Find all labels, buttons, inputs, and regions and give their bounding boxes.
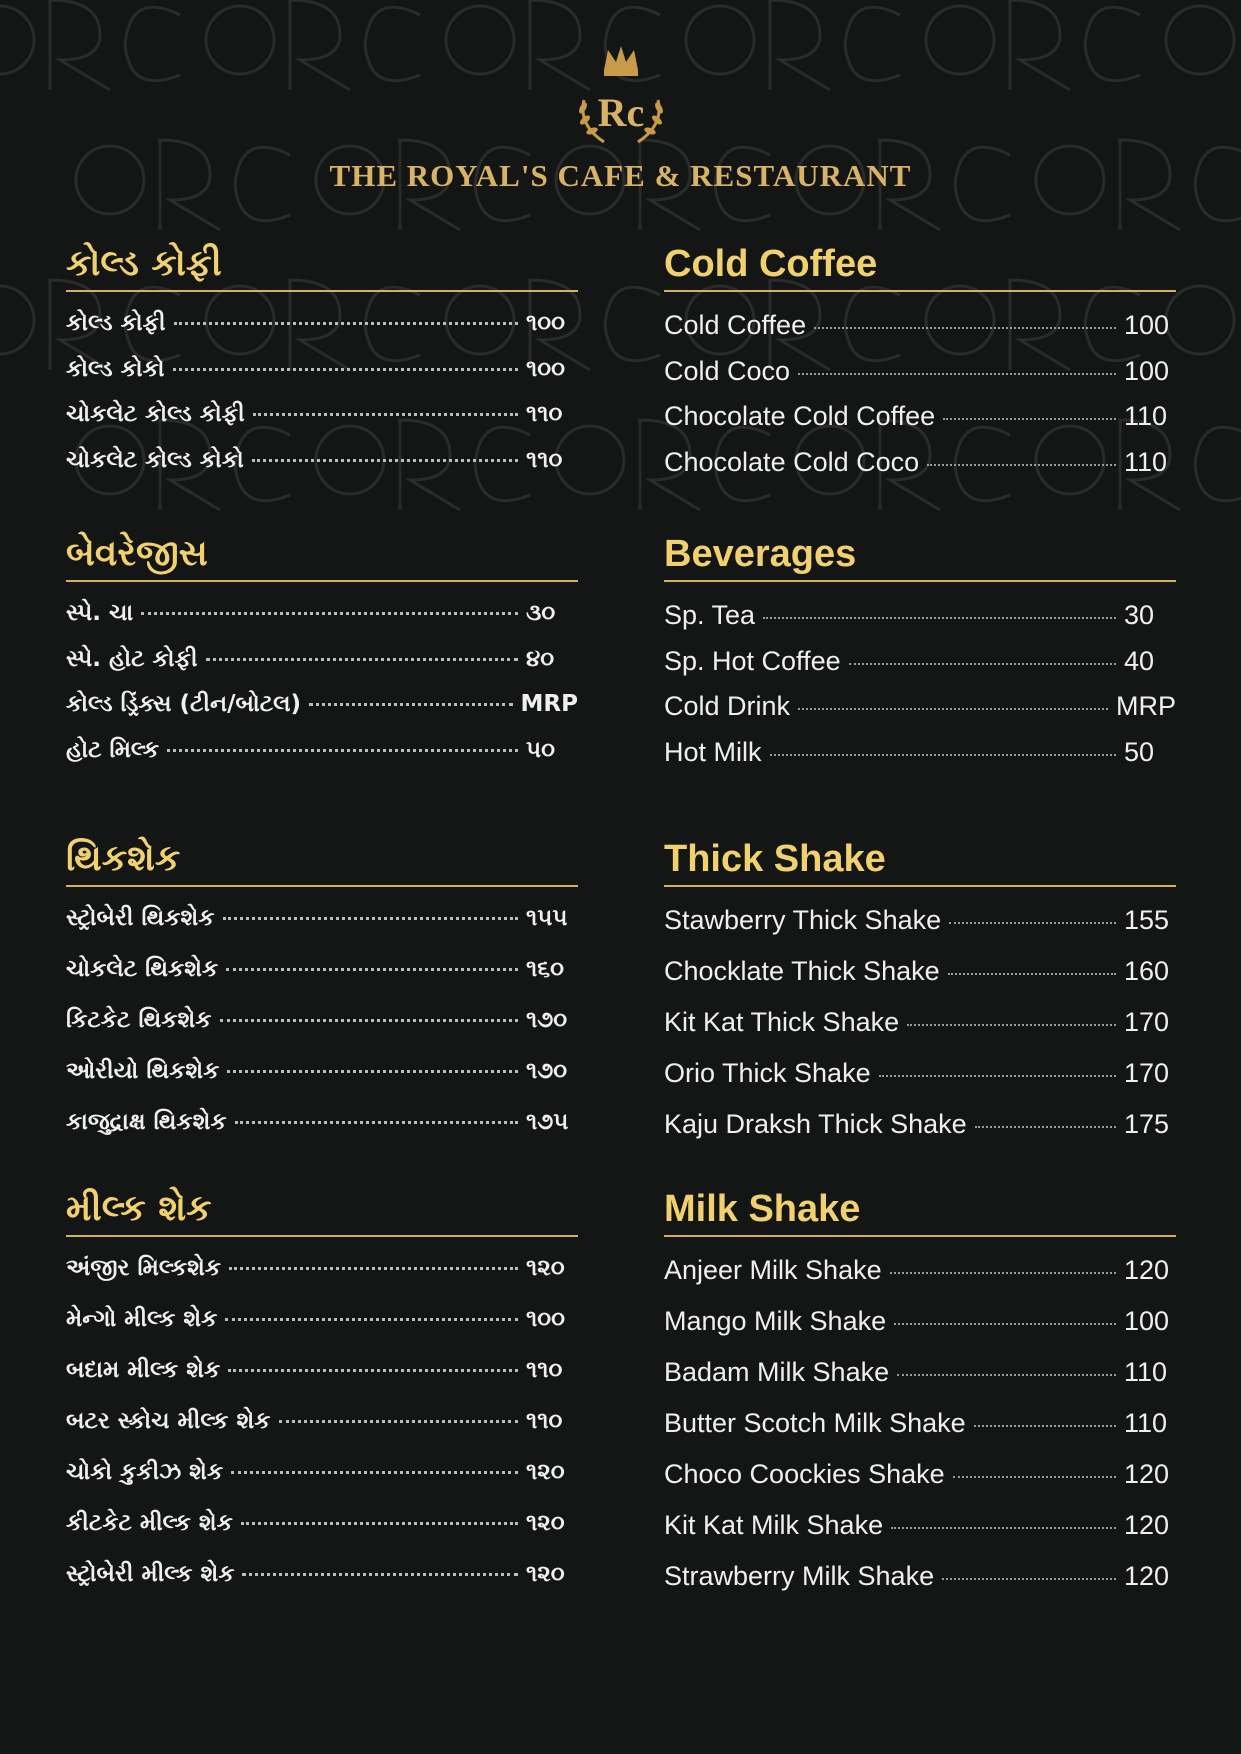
item-name: Sp. Tea [664, 600, 756, 630]
menu-item [664, 1357, 1176, 1408]
menu-item [66, 1459, 578, 1510]
menu-section [66, 238, 578, 492]
crown-logo-icon [546, 40, 696, 150]
menu-item [66, 691, 578, 737]
menu-item [664, 310, 1176, 356]
item-name: સ્પે. હોટ કોફી [66, 645, 198, 672]
item-name: Orio Thick Shake [664, 1058, 871, 1088]
item-price: ૧૭૫ [526, 1109, 569, 1135]
item-price: ૧૦૦ [526, 355, 565, 382]
item-price: 120 [1124, 1561, 1170, 1591]
menu-item [66, 310, 578, 356]
item-name: Butter Scotch Milk Shake [664, 1408, 966, 1438]
dot-leader [948, 973, 1116, 975]
section-title: Thick Shake [664, 833, 1176, 887]
logo [0, 40, 1241, 194]
item-price: ૧૭૦ [526, 1058, 568, 1084]
item-name: Sp. Hot Coffee [664, 645, 841, 676]
section-title: Cold Coffee [664, 238, 1176, 292]
dot-leader [894, 1323, 1116, 1325]
item-name: Hot Milk [664, 736, 762, 767]
dot-leader [849, 663, 1116, 665]
dot-leader [220, 1019, 518, 1022]
menu-item [66, 356, 578, 402]
menu-item [664, 1408, 1176, 1459]
item-price: 160 [1124, 956, 1170, 986]
item-price: ૫૦ [526, 736, 555, 763]
menu-item [66, 447, 578, 493]
section-title: Milk Shake [664, 1183, 1176, 1237]
item-price: 100 [1124, 1306, 1170, 1336]
item-name: સ્ટ્રોબેરી થિકશેક [66, 905, 215, 931]
item-name: Anjeer Milk Shake [664, 1255, 882, 1285]
item-price: 120 [1124, 1255, 1170, 1285]
item-name: ચોકલેટ કોલ્ડ કોફી [66, 401, 245, 427]
menu-item [66, 1255, 578, 1306]
monogram-text: Rc [597, 90, 644, 135]
item-name: Mango Milk Shake [664, 1306, 887, 1336]
item-price: 30 [1124, 600, 1155, 630]
menu-item [66, 956, 578, 1007]
dot-leader [897, 1374, 1116, 1376]
item-price: ૧૦૦ [526, 310, 565, 336]
item-price: ૩૦ [526, 600, 556, 626]
menu-item [66, 1357, 578, 1408]
item-price: 120 [1124, 1459, 1170, 1489]
item-name: Chocolate Cold Coffee [664, 401, 936, 431]
item-price: MRP [520, 691, 578, 717]
section-title: મીલ્ક શેક [66, 1183, 578, 1237]
item-name: Kit Kat Milk Shake [664, 1510, 884, 1540]
item-price: ૧૧૦ [526, 1357, 563, 1383]
menu-item [66, 646, 578, 692]
dot-leader [174, 322, 518, 325]
item-price: 100 [1124, 355, 1170, 386]
menu-item [66, 737, 578, 783]
dot-leader [231, 1471, 518, 1474]
menu-item [664, 1459, 1176, 1510]
dot-leader [225, 1318, 518, 1321]
item-price: ૧૧૦ [526, 446, 563, 473]
dot-leader [173, 368, 518, 371]
restaurant-name: THE ROYAL'S CAFE & RESTAURANT [329, 158, 912, 193]
item-name: બટર સ્કોચ મીલ્ક શેક [66, 1408, 271, 1434]
menu-item [664, 600, 1176, 646]
item-name: કોલ્ડ ડ્રિંક્સ (ટીન/બોટલ) [66, 691, 302, 717]
menu-item [664, 1007, 1176, 1058]
item-name: સ્ટ્રોબેરી મીલ્ક શેક [66, 1561, 235, 1587]
dot-leader [879, 1075, 1116, 1077]
menu-item [664, 691, 1176, 737]
item-price: 40 [1124, 645, 1155, 676]
dot-leader [228, 1369, 518, 1372]
menu-item [66, 1510, 578, 1561]
menu-item [664, 356, 1176, 402]
dot-leader [890, 1272, 1116, 1274]
item-price: ૧૬૦ [526, 956, 564, 982]
item-price: ૧૭૦ [526, 1007, 568, 1033]
item-name: બદામ મીલ્ક શેક [66, 1357, 221, 1383]
dot-leader [974, 1425, 1116, 1427]
menu-item [66, 401, 578, 447]
menu-item [66, 1058, 578, 1109]
menu-item [664, 646, 1176, 692]
menu-item [664, 737, 1176, 783]
dot-leader [253, 413, 518, 416]
dot-leader [891, 1527, 1116, 1529]
menu-item [664, 1255, 1176, 1306]
item-price: ૧૨૦ [526, 1561, 565, 1587]
menu-section [66, 833, 578, 1160]
item-price: ૧૧૦ [526, 1408, 563, 1434]
dot-leader [953, 1476, 1116, 1478]
dot-leader [141, 612, 518, 615]
item-name: Badam Milk Shake [664, 1357, 890, 1387]
item-price: MRP [1116, 691, 1176, 721]
menu-item [66, 600, 578, 646]
dot-leader [241, 1522, 518, 1525]
item-price: 110 [1124, 446, 1168, 477]
item-price: 120 [1124, 1510, 1170, 1540]
dot-leader [949, 922, 1116, 924]
menu-item [66, 1306, 578, 1357]
menu-section [66, 1183, 578, 1612]
item-price: 110 [1124, 1357, 1168, 1387]
item-name: કોલ્ડ કોફી [66, 310, 166, 336]
dot-leader [252, 459, 518, 462]
item-price: ૧૧૦ [526, 401, 563, 427]
menu-item [66, 1109, 578, 1160]
item-price: ૧૨૦ [526, 1255, 565, 1281]
item-name: Kit Kat Thick Shake [664, 1007, 900, 1037]
item-price: 170 [1124, 1058, 1170, 1088]
item-name: મેન્ગો મીલ્ક શેક [66, 1306, 218, 1332]
dot-leader [814, 327, 1116, 329]
item-name: Chocklate Thick Shake [664, 956, 940, 986]
dot-leader [167, 749, 518, 752]
item-name: કિટકેટ થિકશેક [66, 1007, 212, 1033]
item-name: ચોકો કુકીઝ શેક [66, 1459, 224, 1485]
dot-leader [229, 1267, 518, 1270]
dot-leader [227, 1070, 518, 1073]
item-name: Cold Drink [664, 691, 791, 721]
dot-leader [226, 968, 518, 971]
menu-item [66, 905, 578, 956]
menu-section [664, 238, 1176, 492]
dot-leader [927, 464, 1116, 466]
item-name: Cold Coco [664, 355, 791, 386]
item-price: 170 [1124, 1007, 1170, 1037]
dot-leader [943, 418, 1116, 420]
pattern-ring [0, 286, 34, 354]
dot-leader [206, 658, 518, 661]
dot-leader [223, 917, 518, 920]
menu-item [664, 1058, 1176, 1109]
dot-leader [279, 1420, 518, 1423]
menu-section [664, 528, 1176, 782]
menu-section [664, 833, 1176, 1160]
dot-leader [763, 617, 1116, 619]
dot-leader [235, 1121, 518, 1124]
item-price: 50 [1124, 736, 1155, 767]
menu-item [664, 1561, 1176, 1612]
item-name: Chocolate Cold Coco [664, 446, 920, 477]
item-name: Kaju Draksh Thick Shake [664, 1109, 967, 1139]
item-name: સ્પે. ચા [66, 600, 134, 626]
item-price: 110 [1124, 1408, 1168, 1438]
item-name: કોલ્ડ કોકો [66, 355, 165, 382]
item-price: 100 [1124, 310, 1170, 340]
dot-leader [942, 1578, 1116, 1580]
item-name: Cold Coffee [664, 310, 807, 340]
item-price: 110 [1124, 401, 1168, 431]
item-price: 175 [1124, 1109, 1170, 1139]
item-name: Choco Coockies Shake [664, 1459, 945, 1489]
item-name: Strawberry Milk Shake [664, 1561, 935, 1591]
menu-item [66, 1561, 578, 1612]
item-name: Stawberry Thick Shake [664, 905, 942, 935]
dot-leader [309, 703, 512, 706]
item-price: ૪૦ [526, 645, 555, 672]
menu-item [66, 1408, 578, 1459]
section-title: થિકશેક [66, 833, 578, 887]
dot-leader [798, 373, 1116, 375]
section-title: બેવરેજીસ [66, 528, 578, 582]
item-price: ૧૨૦ [526, 1459, 565, 1485]
menu-item [66, 1007, 578, 1058]
menu-section [66, 528, 578, 782]
item-price: 155 [1124, 905, 1170, 935]
menu-item [664, 905, 1176, 956]
menu-item [664, 1510, 1176, 1561]
item-name: અંજીર મિલ્કશેક [66, 1255, 222, 1281]
item-name: ચોકલેટ થિકશેક [66, 956, 219, 982]
section-title: Beverages [664, 528, 1176, 582]
menu-item [664, 401, 1176, 447]
menu-item [664, 447, 1176, 493]
dot-leader [242, 1573, 518, 1576]
pattern-ring [1166, 286, 1234, 354]
dot-leader [798, 708, 1108, 710]
item-name: હોટ મિલ્ક [66, 736, 160, 763]
item-name: ઓરીયો થિકશેક [66, 1058, 220, 1084]
item-name: કાજુદ્રાક્ષ થિકશેક [66, 1109, 227, 1135]
menu-item [664, 1109, 1176, 1160]
menu-item [664, 956, 1176, 1007]
dot-leader [975, 1126, 1116, 1128]
item-name: કીટકેટ મીલ્ક શેક [66, 1510, 233, 1536]
dot-leader [770, 754, 1116, 756]
item-price: ૧૫૫ [526, 905, 568, 931]
section-title: કોલ્ડ કોફી [66, 238, 578, 292]
item-price: ૧૨૦ [526, 1510, 565, 1536]
item-name: ચોકલેટ કોલ્ડ કોકો [66, 446, 244, 473]
item-price: ૧૦૦ [526, 1306, 565, 1332]
menu-section [664, 1183, 1176, 1612]
menu-item [664, 1306, 1176, 1357]
dot-leader [907, 1024, 1116, 1026]
